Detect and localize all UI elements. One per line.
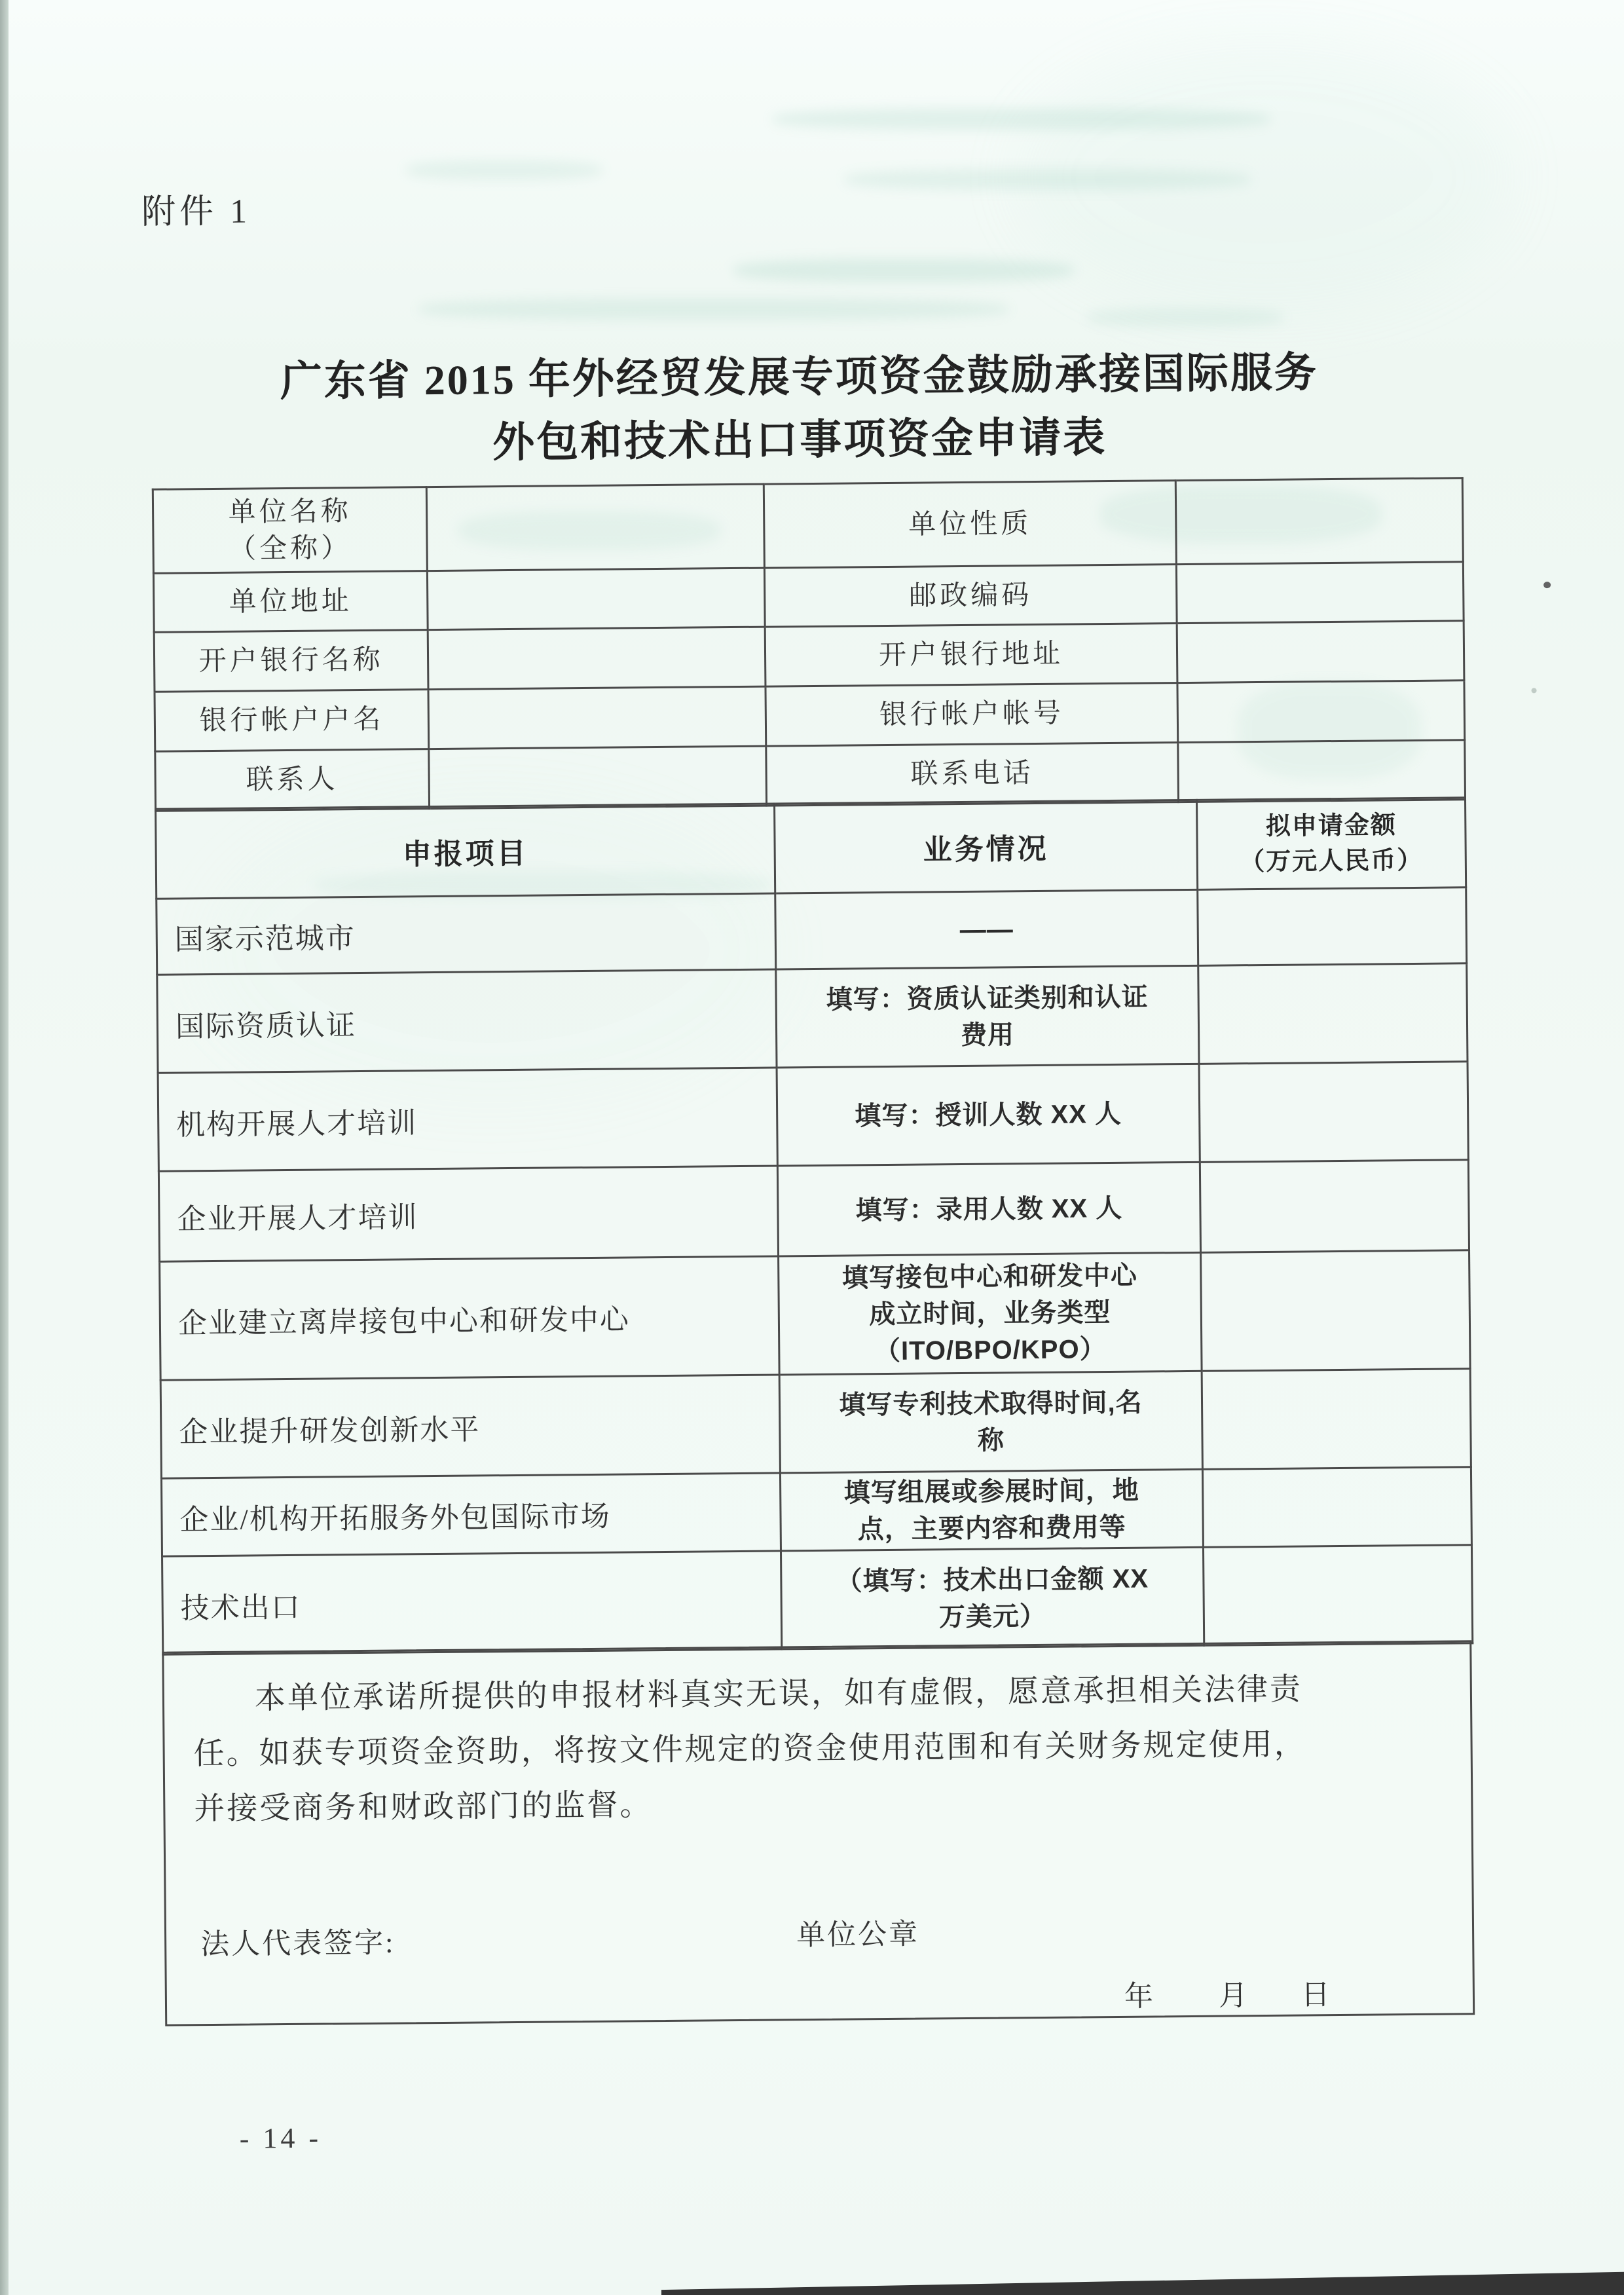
scan-speck [1532, 688, 1537, 693]
amount-cell [1202, 1467, 1471, 1548]
business-note: 填写：录用人数 XX 人 [777, 1162, 1200, 1256]
amount-cell [1200, 1160, 1469, 1253]
business-note: 填写：授训人数 XX 人 [777, 1064, 1200, 1166]
field-label-postal-code: 邮政编码 [764, 565, 1177, 627]
field-value-bank-address [1177, 621, 1464, 683]
amount-cell [1203, 1545, 1472, 1646]
table-row [158, 1160, 1469, 1261]
field-label-account-number: 银行帐户帐号 [766, 683, 1178, 746]
business-note: —— [775, 889, 1198, 969]
field-label-unit-address: 单位地址 [153, 571, 428, 633]
project-name: 企业建立离岸接包中心和研发中心 [160, 1256, 780, 1380]
table-row [153, 562, 1464, 632]
business-note: 填写：资质认证类别和认证 费用 [776, 965, 1199, 1068]
table-row [160, 1250, 1471, 1380]
project-name: 企业/机构开拓服务外包国际市场 [161, 1473, 781, 1556]
table-row [162, 1545, 1473, 1654]
field-label-unit-name: 单位名称 （全称） [153, 487, 427, 574]
field-value-unit-name [426, 484, 764, 570]
field-value-postal-code [1176, 562, 1464, 624]
business-note: 填写组展或参展时间，地 点，主要内容和费用等 [780, 1469, 1203, 1551]
form-title-line2: 外包和技术出口事项资金申请表 [492, 414, 1107, 466]
declaration-box [162, 1640, 1475, 2026]
day-label: 日 [1301, 1979, 1331, 2011]
field-value-contact-person [429, 746, 767, 808]
month-label: 月 [1218, 1979, 1248, 2012]
attachment-label: 附件 1 [141, 193, 251, 231]
table-row [157, 887, 1467, 975]
project-table [155, 796, 1473, 1655]
declaration-text: 本单位承诺所提供的申报材料真实无误，如有虚假，愿意承担相关法律责 任。如获专项资金资助，将按文件规定的资金使用范围和有关财务规定使用， 并接受商务和财政部门的监督。 [193, 1672, 1307, 1827]
table-row [157, 963, 1467, 1073]
amount-cell [1199, 1062, 1468, 1163]
field-value-bank-name [428, 627, 766, 689]
table-row [155, 681, 1465, 751]
unit-info-table [152, 477, 1466, 812]
project-name: 国家示范城市 [157, 893, 776, 975]
field-label-account-name: 银行帐户户名 [155, 690, 429, 752]
field-value-unit-address [427, 568, 765, 629]
field-value-contact-phone [1178, 740, 1466, 802]
scan-speck [1543, 582, 1551, 588]
legal-representative-signature-label: 法人代表签字: [200, 1926, 396, 1961]
field-label-bank-address: 开户银行地址 [765, 624, 1177, 686]
field-label-contact-person: 联系人 [155, 749, 430, 812]
column-header-business: 业务情况 [775, 800, 1198, 893]
page-number: - 14 - [239, 2121, 322, 2155]
business-note: 填写接包中心和研发中心 成立时间，业务类型 （ITO/BPO/KPO） [779, 1252, 1202, 1375]
table-row [153, 478, 1463, 573]
form-title-line1: 广东省 2015 年外经贸发展专项资金鼓励承接国际服务 [280, 349, 1319, 405]
table-header-row [156, 798, 1466, 899]
project-name: 企业开展人才培训 [158, 1166, 778, 1261]
amount-cell [1202, 1369, 1471, 1470]
table-row [158, 1062, 1468, 1171]
column-header-project: 申报项目 [156, 804, 775, 899]
business-note: （填写：技术出口金额 XX 万美元） [781, 1547, 1204, 1649]
year-label: 年 [1124, 1980, 1154, 2013]
field-label-bank-name: 开户银行名称 [154, 630, 428, 692]
project-name: 企业提升研发创新水平 [160, 1375, 780, 1478]
amount-cell [1201, 1250, 1471, 1371]
field-label-contact-phone: 联系电话 [766, 743, 1179, 806]
project-name: 国际资质认证 [157, 969, 777, 1073]
project-name: 机构开展人才培训 [158, 1068, 777, 1171]
amount-cell [1198, 887, 1467, 966]
business-note: 填写专利技术取得时间,名 称 [779, 1371, 1202, 1473]
table-row [160, 1369, 1471, 1478]
table-row [154, 621, 1464, 692]
scanner-edge-left [0, 0, 9, 2295]
unit-seal-label: 单位公章 [796, 1918, 920, 1952]
project-name: 技术出口 [162, 1551, 782, 1654]
field-value-account-number [1177, 681, 1465, 743]
column-header-amount: 拟申请金额 （万元人民币） [1197, 798, 1466, 890]
form-title [85, 340, 1514, 478]
table-row [161, 1467, 1471, 1556]
field-value-account-name [428, 686, 766, 749]
field-label-unit-type: 单位性质 [764, 481, 1176, 568]
field-value-unit-type [1175, 478, 1463, 565]
amount-cell [1198, 963, 1467, 1064]
